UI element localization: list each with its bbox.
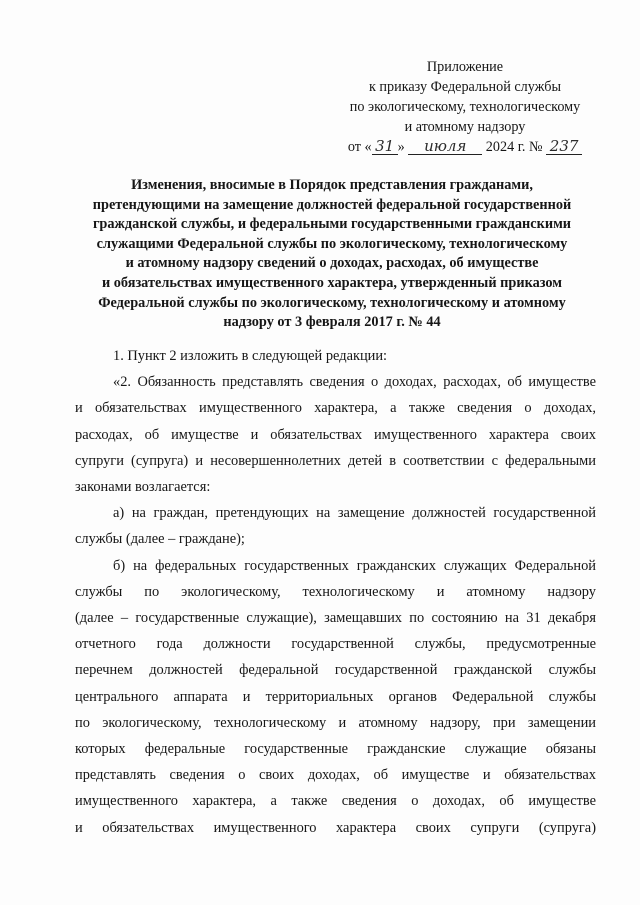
handwritten-order-number: 237: [546, 138, 582, 155]
title-line: гражданской службы, и федеральными государственными гражданскими: [92, 216, 572, 233]
subitem-b-line: по экологическому, технологическому и атомному надзору, при замещении: [75, 714, 596, 731]
subitem-b-line: и обязательствах имущественного характера своих супруги (супруга): [75, 819, 596, 836]
body-line: супруги (супруга) и несовершеннолетних детей в соответствии с федеральными: [75, 452, 596, 469]
year-and-number-label: 2024 г. №: [485, 139, 543, 155]
subitem-b-line: б) на федеральных государственных гражданских служащих Федеральной: [113, 557, 596, 574]
document-body: [75, 343, 596, 841]
subitem-b-line: центрального аппарата и территориальных органов Федеральной службы: [75, 688, 596, 705]
item-1-heading: 1. Пункт 2 изложить в следующей редакции:: [113, 348, 388, 364]
title-line: претендующими на замещение должностей федеральной государственной: [92, 196, 572, 213]
body-line: законами возлагается:: [75, 479, 211, 496]
handwritten-day: 31: [372, 138, 398, 155]
date-close-quote: »: [397, 139, 405, 155]
subitem-a-line: а) на граждан, претендующих на замещение должностей государственной: [113, 505, 596, 522]
subitem-b-line: которых федеральные государственные гражданские служащие обязаны: [75, 741, 596, 758]
appendix-service-line-2: и атомному надзору: [404, 119, 526, 135]
body-line: расходах, об имуществе и обязательствах имущественного характера своих: [75, 426, 596, 443]
subitem-b-line: службы по экологическому, технологическому и атомному надзору: [75, 583, 596, 600]
order-date-line: [330, 137, 600, 157]
title-line: надзору от 3 февраля 2017 г. № 44: [223, 314, 441, 331]
date-prefix: от «: [347, 139, 372, 155]
document-title: [68, 176, 596, 333]
appendix-header: [330, 57, 600, 157]
title-line: и атомному надзору сведений о доходах, расходах, об имуществе: [125, 255, 539, 272]
subitem-b-line: (далее – государственные служащие), замещавших по состоянию на 31 декабря: [75, 610, 596, 627]
subitem-b-line: имущественного характера, а также сведения о доходах, об имуществе: [75, 793, 596, 810]
subitem-b-line: отчетного года должности государственной службы, предусмотренные: [75, 636, 596, 653]
title-line: и обязательствах имущественного характера, утвержденный приказом: [101, 274, 563, 291]
title-line: служащими Федеральной службы по экологическому, технологическому: [96, 235, 568, 252]
title-line: Изменения, вносимые в Порядок представления гражданами,: [131, 177, 533, 193]
subitem-b-line: представлять сведения о своих доходах, об имуществе и обязательствах: [75, 767, 596, 784]
handwritten-month: июля: [408, 138, 482, 155]
subitem-a-line: службы (далее – граждане);: [75, 531, 245, 548]
subitem-b-line: перечнем должностей федеральной государственной гражданской службы: [75, 662, 596, 679]
body-line: «2. Обязанность представлять сведения о доходах, расходах, об имуществе: [113, 374, 596, 391]
appendix-service-line: по экологическому, технологическому: [349, 99, 581, 115]
appendix-label: Приложение: [426, 59, 504, 75]
title-line: Федеральной службы по экологическому, технологическому и атомному: [98, 294, 566, 311]
appendix-order-line: к приказу Федеральной службы: [368, 79, 561, 95]
body-line: и обязательствах имущественного характера, а также сведения о доходах,: [75, 400, 596, 417]
